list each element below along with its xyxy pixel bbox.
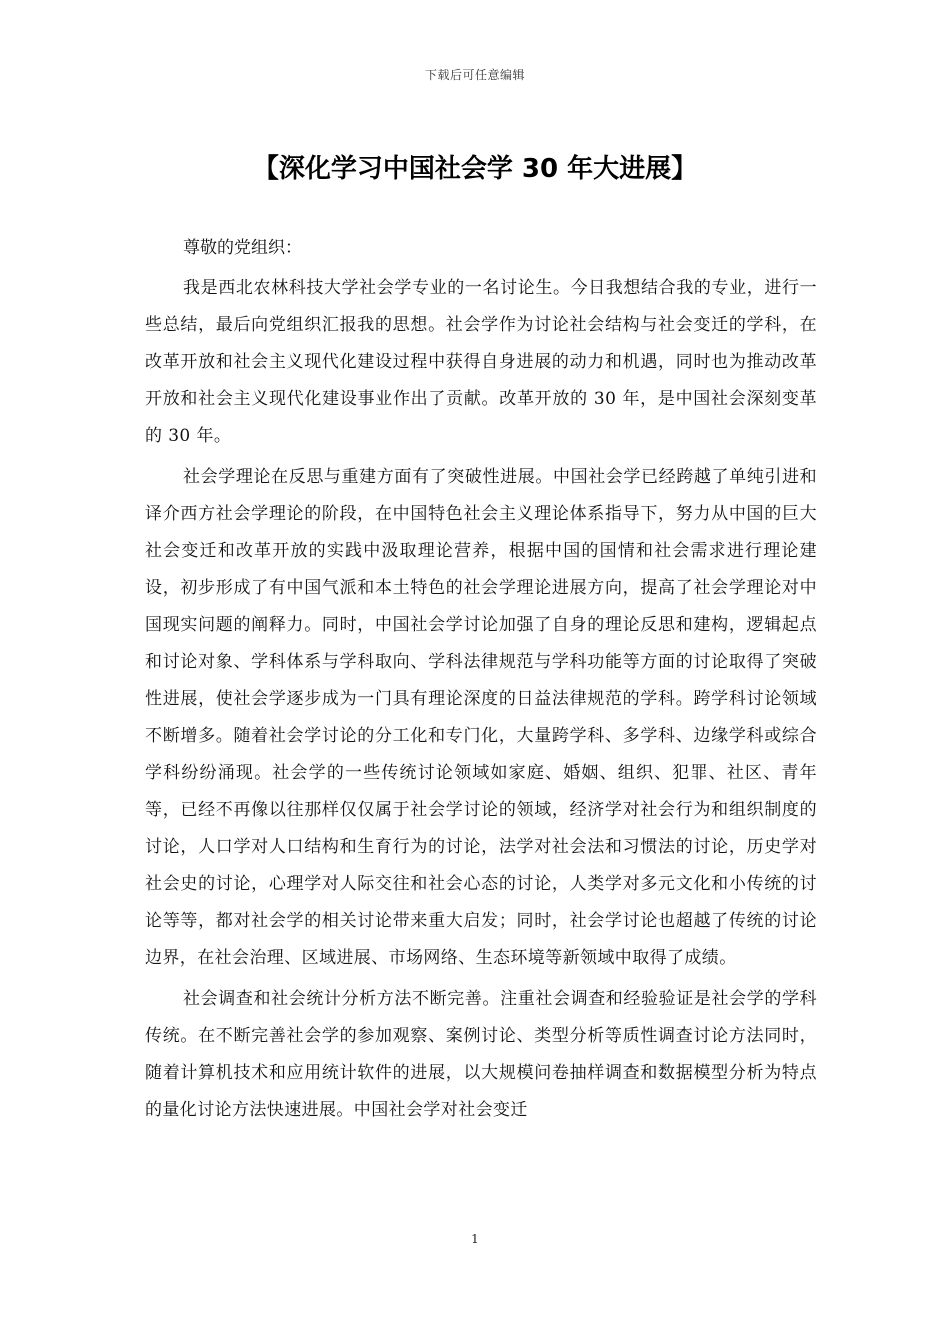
paragraph-theory: 社会学理论在反思与重建方面有了突破性进展。中国社会学已经跨越了单纯引进和译介西方社会学理论的阶段，在中国特色社会主义理论体系指导下，努力从中国的巨大社会变迁和改革开放的实践中汲取理论营养，根据中国的国情和社会需求进行理论建设，初步形成了有中国气派和本土特色的社会学理论进展方向，提高了社会学理论对中国现实问题的阐释力。同时，中国社会学讨论加强了自身的理论反思和建构，逻辑起点和讨论对象、学科体系与学科取向、学科法律规范与学科功能等方面的讨论取得了突破性进展，使社会学逐步成为一门具有理论深度的日益法律规范的学科。跨学科讨论领域不断增多。随着社会学讨论的分工化和专门化，大量跨学科、多学科、边缘学科或综合学科纷纷涌现。社会学的一些传统讨论领域如家庭、婚姻、组织、犯罪、社区、青年等，已经不再像以往那样仅仅属于社会学讨论的领域，经济学对社会行为和组织制度的讨论，人口学对人口结构和生育行为的讨论，法学对社会法和习惯法的讨论，历史学对社会史的讨论，心理学对人际交往和社会心态的讨论，人类学对多元文化和小传统的讨论等等，都对社会学的相关讨论带来重大启发；同时，社会学讨论也超越了传统的讨论边界，在社会治理、区域进展、市场网络、生态环境等新领域中取得了成绩。 [145,467,817,968]
document-body [145,232,817,1133]
page-number: 1 [471,1232,479,1246]
paragraph-methods: 社会调查和社会统计分析方法不断完善。注重社会调查和经验验证是社会学的学科传统。在不断完善社会学的参加观察、案例讨论、类型分析等质性调查讨论方法同时，随着计算机技术和应用统计软件的进展，以大规模问卷抽样调查和数据模型分析为特点的量化讨论方法快速进展。中国社会学对社会变迁 [145,989,817,1120]
salutation: 尊敬的党组织： [183,238,302,258]
paragraph-intro: 我是西北农林科技大学社会学专业的一名讨论生。今日我想结合我的专业，进行一些总结，最后向党组织汇报我的思想。社会学作为讨论社会结构与社会变迁的学科，在改革开放和社会主义现代化建设过程中获得自身进展的动力和机遇，同时也为推动改革开放和社会主义现代化建设事业作出了贡献。改革开放的 30 年，是中国社会深刻变革的 30 年。 [145,278,817,446]
page-header-note: 下载后可任意编辑 [424,68,525,82]
document-title: 【深化学习中国社会学 30 年大进展】 [252,154,698,184]
